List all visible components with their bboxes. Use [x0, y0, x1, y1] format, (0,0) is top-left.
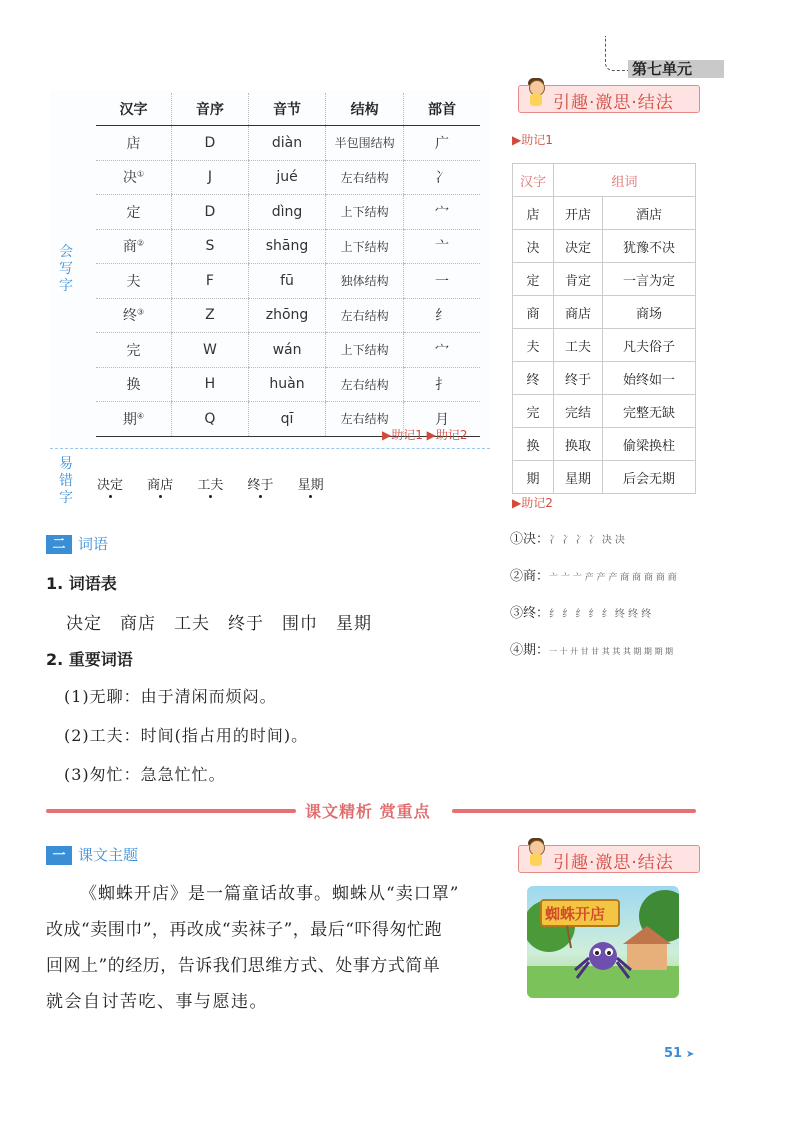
- vlabel-char: 字: [59, 278, 73, 294]
- help-note-1: ▶助记1: [512, 133, 553, 147]
- char-cell: [96, 298, 171, 333]
- side-banner-bottom: [518, 845, 700, 873]
- syllable-cell: dìng: [248, 195, 325, 230]
- structure-cell: 独体结构: [326, 264, 404, 299]
- syllable-cell: diàn: [248, 126, 325, 161]
- syllable-cell: wán: [248, 333, 325, 368]
- radical-cell: 宀: [404, 333, 480, 368]
- char-text: 期: [122, 411, 137, 428]
- side-word-cell: 换取: [554, 428, 603, 461]
- vlabel-char: 易: [59, 456, 73, 472]
- table-row: [96, 367, 480, 402]
- important-word-item: (2)工夫：时间(指占用的时间)。: [64, 726, 309, 745]
- side-word-cell: 始终如一: [603, 362, 696, 395]
- side-table-row: [513, 362, 696, 395]
- side-char-cell: 店: [513, 197, 554, 230]
- vlabel-char: 写: [59, 261, 73, 277]
- vocab-side-table: [512, 163, 696, 494]
- page-arrow-icon: ➤: [686, 1049, 695, 1060]
- structure-cell: 左右结构: [326, 402, 404, 437]
- banner-text: 引趣·激思·结法: [553, 93, 674, 113]
- paragraph-line: 就会自讨苦吃、事与愿违。: [46, 992, 268, 1012]
- side-word-cell: 终于: [554, 362, 603, 395]
- stroke-sequence: 亠 亠 亠 产 产 产 商 商 商 商 商: [549, 573, 677, 583]
- error-word: 工夫: [197, 474, 223, 493]
- divider-line-left: [46, 809, 296, 813]
- side-char-cell: 夫: [513, 329, 554, 362]
- stroke-order-item: [510, 559, 700, 596]
- error-prone-words: [97, 474, 324, 493]
- footnote-mark: ③: [136, 307, 145, 317]
- stroke-order-item: [510, 596, 700, 633]
- section-tag: 二: [46, 535, 72, 554]
- order-cell: D: [171, 195, 248, 230]
- stroke-label: ②商：: [510, 569, 550, 584]
- col-header-structure: 结构: [326, 93, 404, 126]
- order-cell: W: [171, 333, 248, 368]
- table-row: [96, 229, 480, 264]
- side-word-cell: 酒店: [603, 197, 696, 230]
- char-text: 完: [126, 342, 141, 359]
- banner-text: 引趣·激思·结法: [553, 853, 674, 873]
- side-char-cell: 商: [513, 296, 554, 329]
- stroke-label: ③终：: [510, 606, 550, 621]
- side-word-cell: 犹豫不决: [603, 230, 696, 263]
- char-cell: [96, 367, 171, 402]
- char-text: 店: [126, 135, 141, 152]
- word-list: 决定 商店 工夫 终于 围巾 星期: [66, 614, 372, 634]
- vertical-label-write: [58, 244, 74, 295]
- col-header-radical: 部首: [404, 93, 480, 126]
- error-word: 决定: [97, 474, 123, 493]
- col-header-syllable: 音节: [248, 93, 325, 126]
- side-table-row: [513, 428, 696, 461]
- side-table-row: [513, 197, 696, 230]
- stroke-sequence: 冫 冫 冫 冫 决 决: [549, 535, 625, 546]
- section-title: 课文主题: [78, 846, 139, 864]
- side-word-cell: 完整无缺: [603, 395, 696, 428]
- side-table-row: [513, 230, 696, 263]
- stroke-order-item: [510, 633, 700, 670]
- side-word-cell: 完结: [554, 395, 603, 428]
- side-banner-top: [518, 85, 700, 113]
- side-header-words: 组词: [554, 164, 696, 197]
- vlabel-char: 会: [59, 244, 73, 260]
- radical-cell: 亠: [404, 229, 480, 264]
- section-tag: 一: [46, 846, 72, 865]
- paragraph-line: 《蜘蛛开店》是一篇童话故事。蜘蛛从“卖口罩”: [80, 884, 460, 904]
- syllable-cell: jué: [248, 160, 325, 195]
- syllable-cell: zhōng: [248, 298, 325, 333]
- side-word-cell: 凡夫俗子: [603, 329, 696, 362]
- side-char-cell: 换: [513, 428, 554, 461]
- side-table-row: [513, 461, 696, 494]
- order-cell: Q: [171, 402, 248, 437]
- radical-cell: 扌: [404, 367, 480, 402]
- char-cell: [96, 333, 171, 368]
- side-word-cell: 商场: [603, 296, 696, 329]
- char-text: 决: [122, 170, 137, 187]
- side-char-cell: 期: [513, 461, 554, 494]
- side-word-cell: 商店: [554, 296, 603, 329]
- error-word: 商店: [147, 474, 173, 493]
- char-text: 终: [122, 308, 137, 325]
- char-cell: [96, 160, 171, 195]
- side-word-cell: 决定: [554, 230, 603, 263]
- side-char-cell: 决: [513, 230, 554, 263]
- side-table-row: [513, 263, 696, 296]
- col-header-order: 音序: [171, 93, 248, 126]
- side-word-cell: 偷梁换柱: [603, 428, 696, 461]
- side-word-cell: 后会无期: [603, 461, 696, 494]
- side-char-cell: 完: [513, 395, 554, 428]
- syllable-cell: shāng: [248, 229, 325, 264]
- side-word-cell: 一言为定: [603, 263, 696, 296]
- side-table-row: [513, 296, 696, 329]
- side-table-row: [513, 395, 696, 428]
- kid-mascot-icon: [523, 78, 549, 108]
- radical-cell: 广: [404, 126, 480, 161]
- help-note-2: ▶助记2: [512, 496, 553, 510]
- table-row: [96, 264, 480, 299]
- side-table-row: [513, 329, 696, 362]
- structure-cell: 左右结构: [326, 298, 404, 333]
- error-word: 终于: [247, 474, 273, 493]
- story-illustration: [527, 886, 679, 998]
- char-text: 夫: [126, 273, 141, 290]
- char-cell: [96, 402, 171, 437]
- footnote-mark: ④: [136, 411, 145, 421]
- order-cell: D: [171, 126, 248, 161]
- order-cell: J: [171, 160, 248, 195]
- stroke-sequence: 一 十 廾 甘 甘 其 其 其 期 期 期 期: [549, 647, 673, 656]
- vlabel-char: 字: [59, 490, 73, 506]
- radical-cell: 一: [404, 264, 480, 299]
- side-char-cell: 终: [513, 362, 554, 395]
- structure-cell: 上下结构: [326, 229, 404, 264]
- side-word-cell: 星期: [554, 461, 603, 494]
- divider-title: 课文精析 赏重点: [305, 802, 431, 821]
- stroke-label: ①决：: [510, 532, 550, 547]
- side-word-cell: 工夫: [554, 329, 603, 362]
- stroke-order-item: [510, 522, 700, 559]
- subheading-important-words: 2. 重要词语: [46, 650, 133, 669]
- syllable-cell: fū: [248, 264, 325, 299]
- char-cell: [96, 264, 171, 299]
- syllable-cell: qī: [248, 402, 325, 437]
- section-title: 词语: [78, 535, 109, 553]
- char-text: 商: [122, 239, 137, 256]
- kid-mascot-icon: [523, 838, 549, 868]
- side-char-cell: 定: [513, 263, 554, 296]
- theme-paragraph: [46, 876, 494, 1020]
- character-table: [96, 93, 480, 437]
- order-cell: F: [171, 264, 248, 299]
- structure-cell: 左右结构: [326, 367, 404, 402]
- subheading-word-list: 1. 词语表: [46, 574, 117, 593]
- radical-cell: 冫: [404, 160, 480, 195]
- syllable-cell: huàn: [248, 367, 325, 402]
- side-header-char: 汉字: [513, 164, 554, 197]
- illustration-sign: 蜘蛛开店: [545, 905, 606, 923]
- order-cell: S: [171, 229, 248, 264]
- char-cell: [96, 126, 171, 161]
- vlabel-char: 错: [59, 473, 73, 489]
- footnote-mark: ②: [136, 238, 145, 248]
- important-word-item: (1)无聊：由于清闲而烦闷。: [64, 687, 277, 706]
- table-row: [96, 298, 480, 333]
- radical-cell: 月: [404, 402, 480, 437]
- unit-title: 第七单元: [632, 60, 693, 78]
- char-text: 换: [126, 377, 141, 394]
- structure-cell: 上下结构: [326, 195, 404, 230]
- col-header-char: 汉字: [96, 93, 171, 126]
- order-cell: Z: [171, 298, 248, 333]
- stroke-label: ④期：: [510, 643, 550, 658]
- side-word-cell: 肯定: [554, 263, 603, 296]
- important-word-item: (3)匆忙：急急忙忙。: [64, 765, 226, 784]
- unit-bracket-line: [605, 36, 628, 71]
- footnote-mark: ①: [136, 169, 145, 179]
- radical-cell: 纟: [404, 298, 480, 333]
- table-row: [96, 126, 480, 161]
- structure-cell: 上下结构: [326, 333, 404, 368]
- radical-cell: 宀: [404, 195, 480, 230]
- structure-cell: 半包围结构: [326, 126, 404, 161]
- table-row: [96, 195, 480, 230]
- divider-dashed: [50, 448, 490, 449]
- table-row: [96, 333, 480, 368]
- table-row: [96, 160, 480, 195]
- divider-line-right: [452, 809, 696, 813]
- char-text: 定: [126, 204, 141, 221]
- vertical-label-error: [58, 456, 74, 507]
- page-number: 51: [664, 1046, 683, 1061]
- paragraph-line: 改成“卖围巾”，再改成“卖袜子”，最后“吓得匆忙跑: [46, 920, 442, 940]
- stroke-sequence: 纟 纟 纟 纟 纟 终 终 终: [549, 609, 652, 620]
- error-word: 星期: [298, 474, 324, 493]
- side-word-cell: 开店: [554, 197, 603, 230]
- stroke-order-list: [510, 522, 700, 670]
- char-cell: [96, 195, 171, 230]
- char-cell: [96, 229, 171, 264]
- structure-cell: 左右结构: [326, 160, 404, 195]
- help-refs: ▶助记1 ▶助记2: [382, 428, 468, 442]
- paragraph-line: 回网上”的经历，告诉我们思维方式、处事方式简单: [46, 956, 441, 976]
- order-cell: H: [171, 367, 248, 402]
